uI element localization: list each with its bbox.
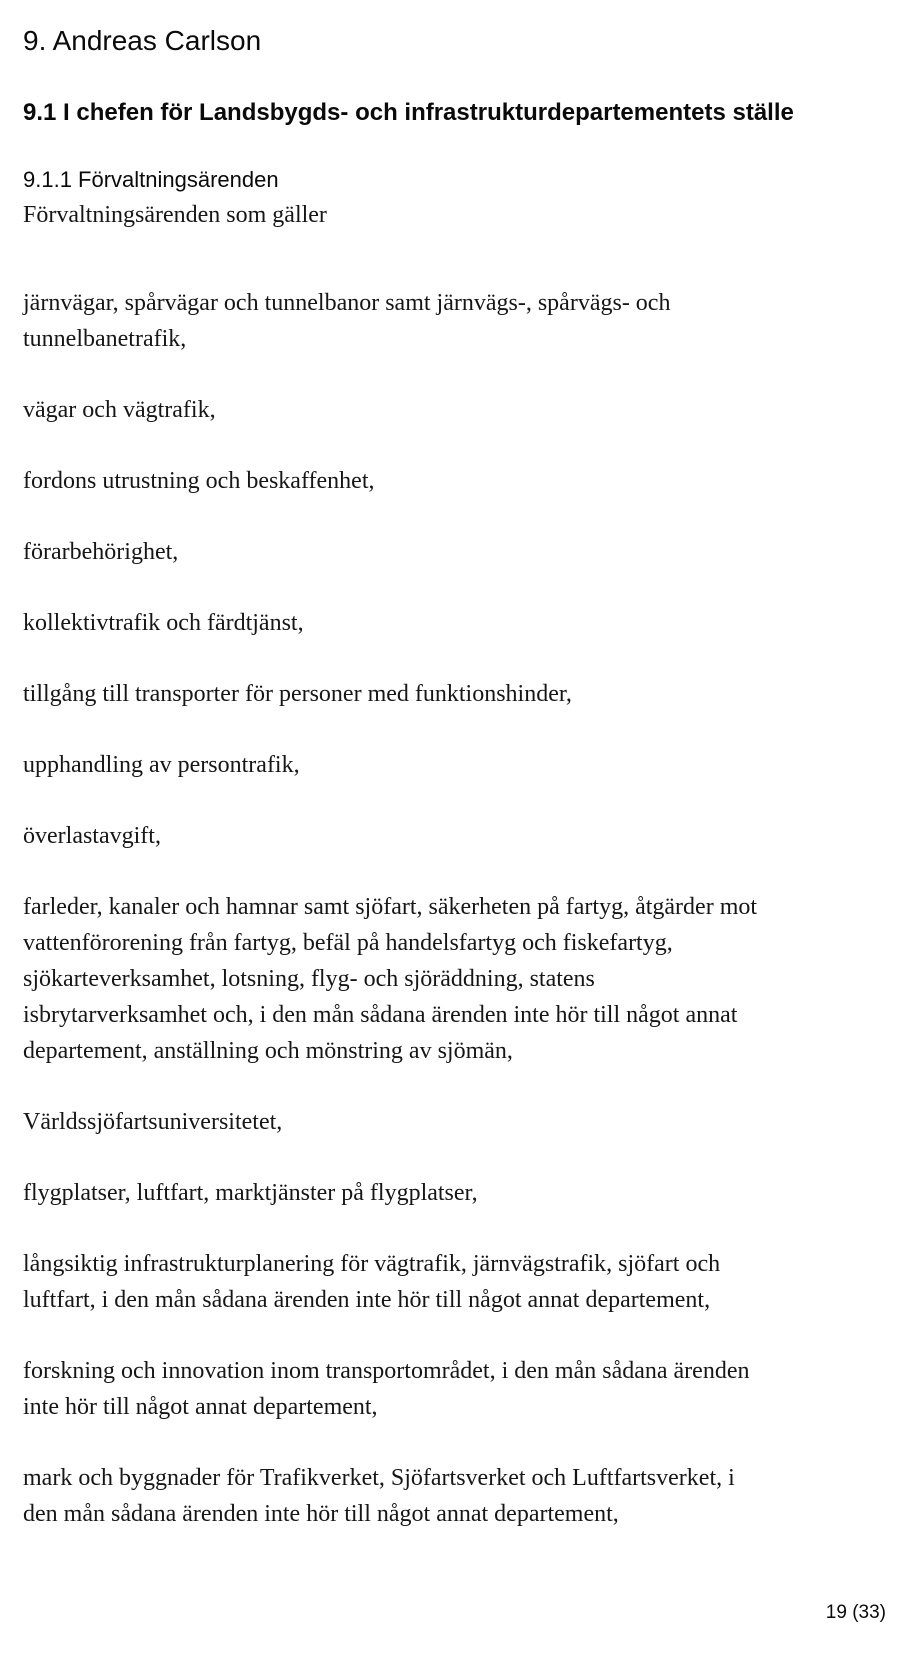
paragraph-procurement [23,747,868,783]
text-line: kollektivtrafik och färdtjänst, [23,610,304,636]
paragraph-research-innovation [23,1353,868,1425]
subsubsection-heading: 9.1.1 Förvaltningsärenden [23,167,279,192]
paragraph-overload-fee [23,818,868,854]
text-line: förarbehörighet, [23,539,179,565]
paragraph-roads [23,392,868,428]
subsection-heading: 9.1 I chefen för Landsbygds- och infrastrukturdepartementets ställe [23,99,794,126]
text-line: fordons utrustning och beskaffenhet, [23,468,375,494]
section-heading: 9. Andreas Carlson [23,25,262,56]
text-line: mark och byggnader för Trafikverket, Sjöfartsverket och Luftfartsverket, i [23,1465,735,1491]
text-line: tillgång till transporter för personer med funktionshinder, [23,681,572,707]
text-line: järnvägar, spårvägar och tunnelbanor samt järnvägs-, spårvägs- och [23,290,671,316]
text-line: isbrytarverksamhet och, i den mån sådana ärenden inte hör till något annat [23,1002,738,1028]
text-line: vattenförorening från fartyg, befäl på handelsfartyg och fiskefartyg, [23,930,673,956]
paragraph-airports [23,1175,868,1211]
intro-line: Förvaltningsärenden som gäller [23,202,327,228]
text-line: luftfart, i den mån sådana ärenden inte hör till något annat departement, [23,1287,711,1313]
text-line: departement, anställning och mönstring av sjömän, [23,1038,513,1064]
text-line: överlastavgift, [23,823,161,849]
paragraph-world-maritime-university [23,1104,868,1140]
text-line: långsiktig infrastrukturplanering för vägtrafik, järnvägstrafik, sjöfart och [23,1251,721,1277]
text-line: upphandling av persontrafik, [23,752,300,778]
paragraph-accessibility [23,676,868,712]
paragraph-vehicle-equipment [23,463,868,499]
paragraph-infrastructure-planning [23,1246,868,1318]
paragraph-maritime [23,889,868,1069]
text-line: inte hör till något annat departement, [23,1394,378,1420]
text-line: forskning och innovation inom transportområdet, i den mån sådana ärenden [23,1358,750,1384]
paragraph-driver-eligibility [23,534,868,570]
text-line: den mån sådana ärenden inte hör till något annat departement, [23,1501,619,1527]
paragraph-public-transport [23,605,868,641]
paragraph-land-buildings [23,1460,868,1532]
body-text [23,285,868,1532]
paragraph-railways [23,285,868,357]
page-number: 19 (33) [825,1602,886,1623]
text-line: sjökarteverksamhet, lotsning, flyg- och sjöräddning, statens [23,966,595,992]
text-line: flygplatser, luftfart, marktjänster på flygplatser, [23,1180,478,1206]
text-line: farleder, kanaler och hamnar samt sjöfart, säkerheten på fartyg, åtgärder mot [23,894,758,920]
text-line: Världssjöfartsuniversitetet, [23,1109,283,1135]
text-line: vägar och vägtrafik, [23,397,216,423]
text-line: tunnelbanetrafik, [23,326,187,352]
